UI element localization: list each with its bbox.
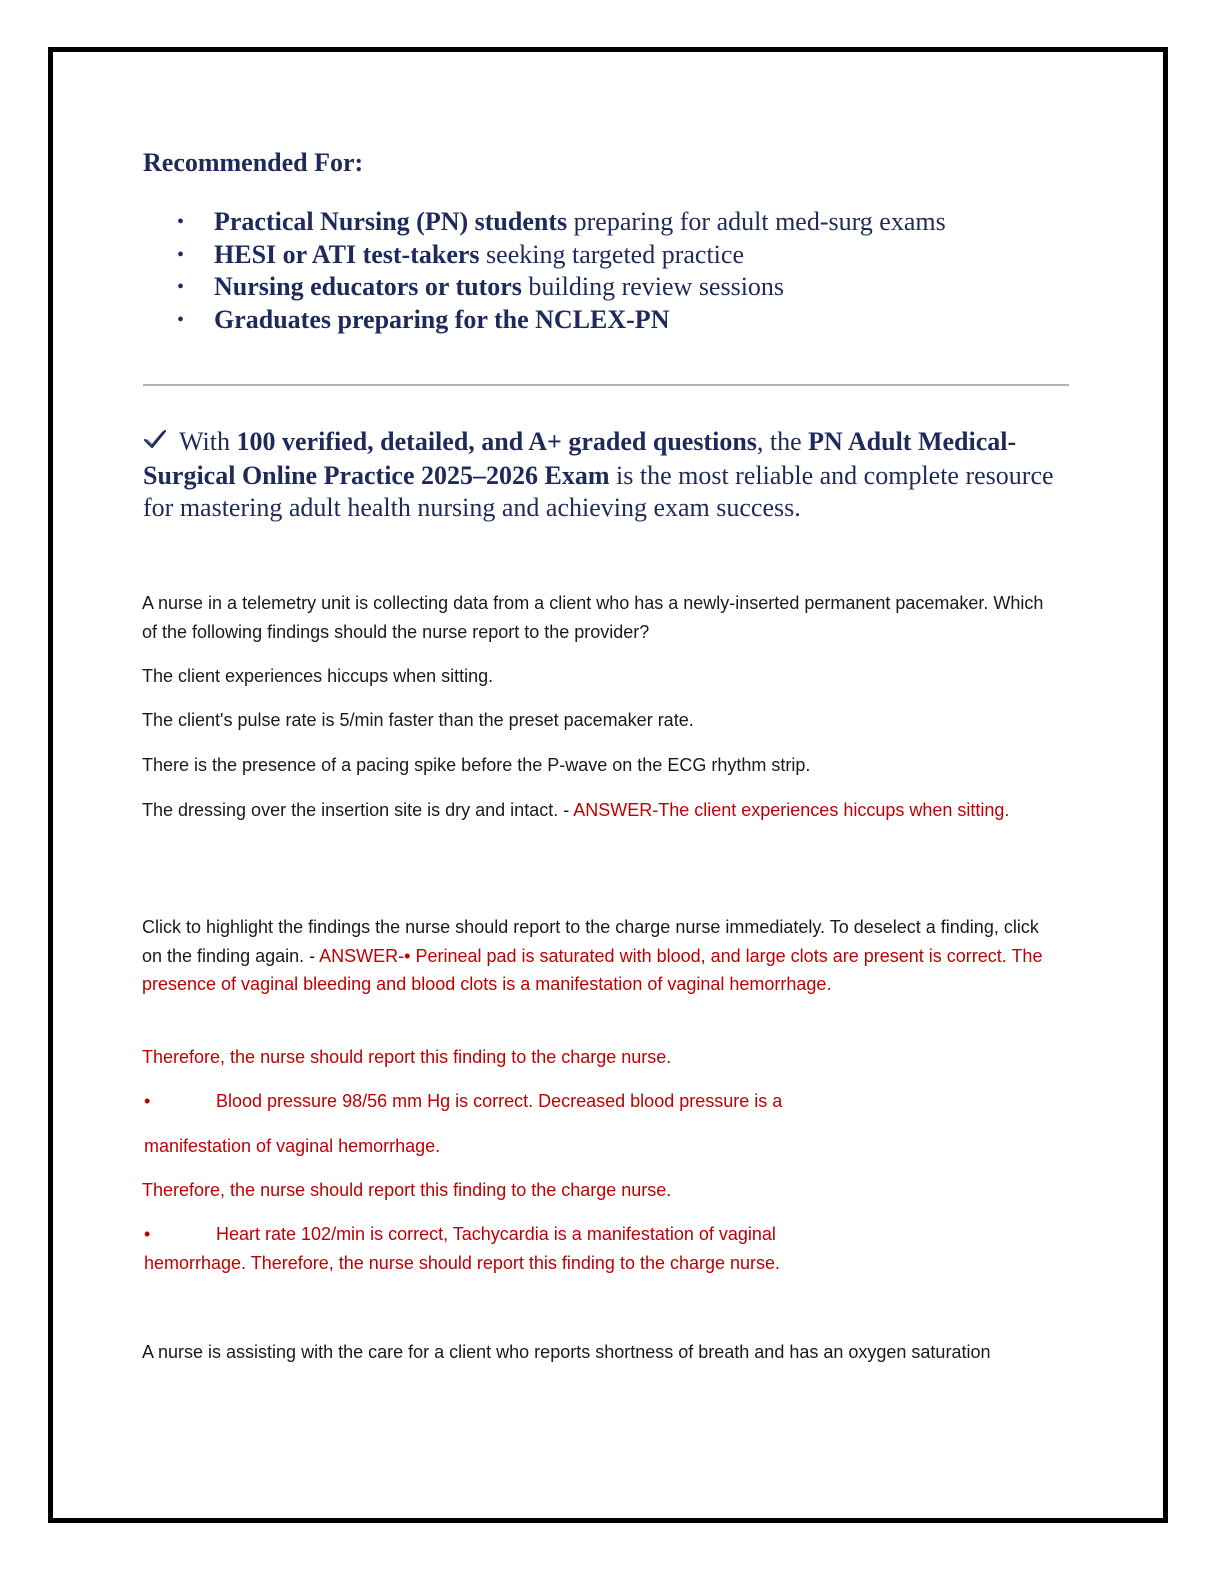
- summary-text-2: , the: [756, 427, 809, 456]
- bullet-icon: •: [177, 308, 185, 331]
- list-item: [143, 271, 946, 304]
- q3-question: A nurse is assisting with the care for a client who reports shortness of breath and has an oxygen saturation: [142, 1342, 991, 1362]
- bullet-icon: •: [144, 1224, 151, 1244]
- q2-hr-line-2: hemorrhage. Therefore, the nurse should report this finding to the charge nurse.: [144, 1253, 781, 1273]
- q1-option-2: The client's pulse rate is 5/min faster than the preset pacemaker rate.: [142, 710, 694, 730]
- section-divider: [143, 384, 1069, 386]
- q2-hr-text: Heart rate 102/min is correct, Tachycardia is a manifestation of vaginal: [216, 1224, 776, 1244]
- q2-therefore-2: Therefore, the nurse should report this finding to the charge nurse.: [142, 1180, 672, 1200]
- q1-option-4: [142, 796, 1062, 825]
- recommended-heading: Recommended For:: [143, 148, 364, 177]
- q2-therefore-1: Therefore, the nurse should report this finding to the charge nurse.: [142, 1047, 672, 1067]
- list-item-text: seeking targeted practice: [479, 239, 744, 269]
- q1-option-4-text: The dressing over the insertion site is dry and intact. -: [142, 800, 574, 820]
- bullet-icon: •: [177, 211, 185, 233]
- q1-answer: ANSWER-The client experiences hiccups when sitting.: [573, 800, 1010, 820]
- bullet-icon: •: [144, 1091, 151, 1111]
- list-item-bold: Graduates preparing for the NCLEX-PN: [214, 304, 670, 334]
- q2-answer: ANSWER-• Perineal pad is saturated with blood, and large clots are present is correct. The presence of vaginal bleeding and blood clots is a manifestation of vaginal hemorrhage.: [142, 945, 1043, 994]
- summary-text-3: is the most reliable and complete resource for mastering adult health nursing and achieving exam success.: [143, 460, 1054, 522]
- list-item-bold: HESI or ATI test-takers: [214, 239, 480, 269]
- list-item: [143, 239, 946, 272]
- list-item-text: building review sessions: [521, 272, 785, 301]
- q1-option-1: The client experiences hiccups when sitting.: [142, 666, 494, 686]
- q2-bp-line-1: [144, 1087, 1064, 1116]
- list-item-bold: Practical Nursing (PN) students: [214, 207, 568, 236]
- recommended-list: [143, 206, 946, 336]
- summary-text-1: With: [173, 427, 237, 456]
- q2-block: [142, 913, 1062, 999]
- bullet-icon: •: [177, 243, 185, 266]
- summary-bold-2: PN Adult Medical-Surgical Online Practice 2025–2026 Exam: [143, 427, 1017, 490]
- check-icon: [143, 427, 173, 460]
- list-item-bold: Nursing educators or tutors: [214, 272, 522, 301]
- q2-hr-line-1: [144, 1220, 1064, 1249]
- list-item: [143, 206, 946, 239]
- q1-question: A nurse in a telemetry unit is collecting data from a client who has a newly-inserted permanent pacemaker. Which of the following findings should the nurse report to the provider?: [142, 593, 1044, 642]
- q2-bp-line-2: manifestation of vaginal hemorrhage.: [144, 1136, 441, 1156]
- summary-paragraph: [143, 426, 1073, 525]
- list-item: [143, 304, 946, 337]
- list-item-text: preparing for adult med-surg exams: [567, 207, 946, 236]
- q2-bp-text: Blood pressure 98/56 mm Hg is correct. Decreased blood pressure is a: [216, 1091, 783, 1111]
- bullet-icon: •: [177, 276, 185, 298]
- summary-bold-1: 100 verified, detailed, and A+ graded questions: [236, 427, 757, 456]
- q2-question: Click to highlight the findings the nurse should report to the charge nurse immediately. To deselect a finding, click on the finding again. -: [142, 917, 1039, 966]
- q1-option-3: There is the presence of a pacing spike before the P-wave on the ECG rhythm strip.: [142, 755, 811, 775]
